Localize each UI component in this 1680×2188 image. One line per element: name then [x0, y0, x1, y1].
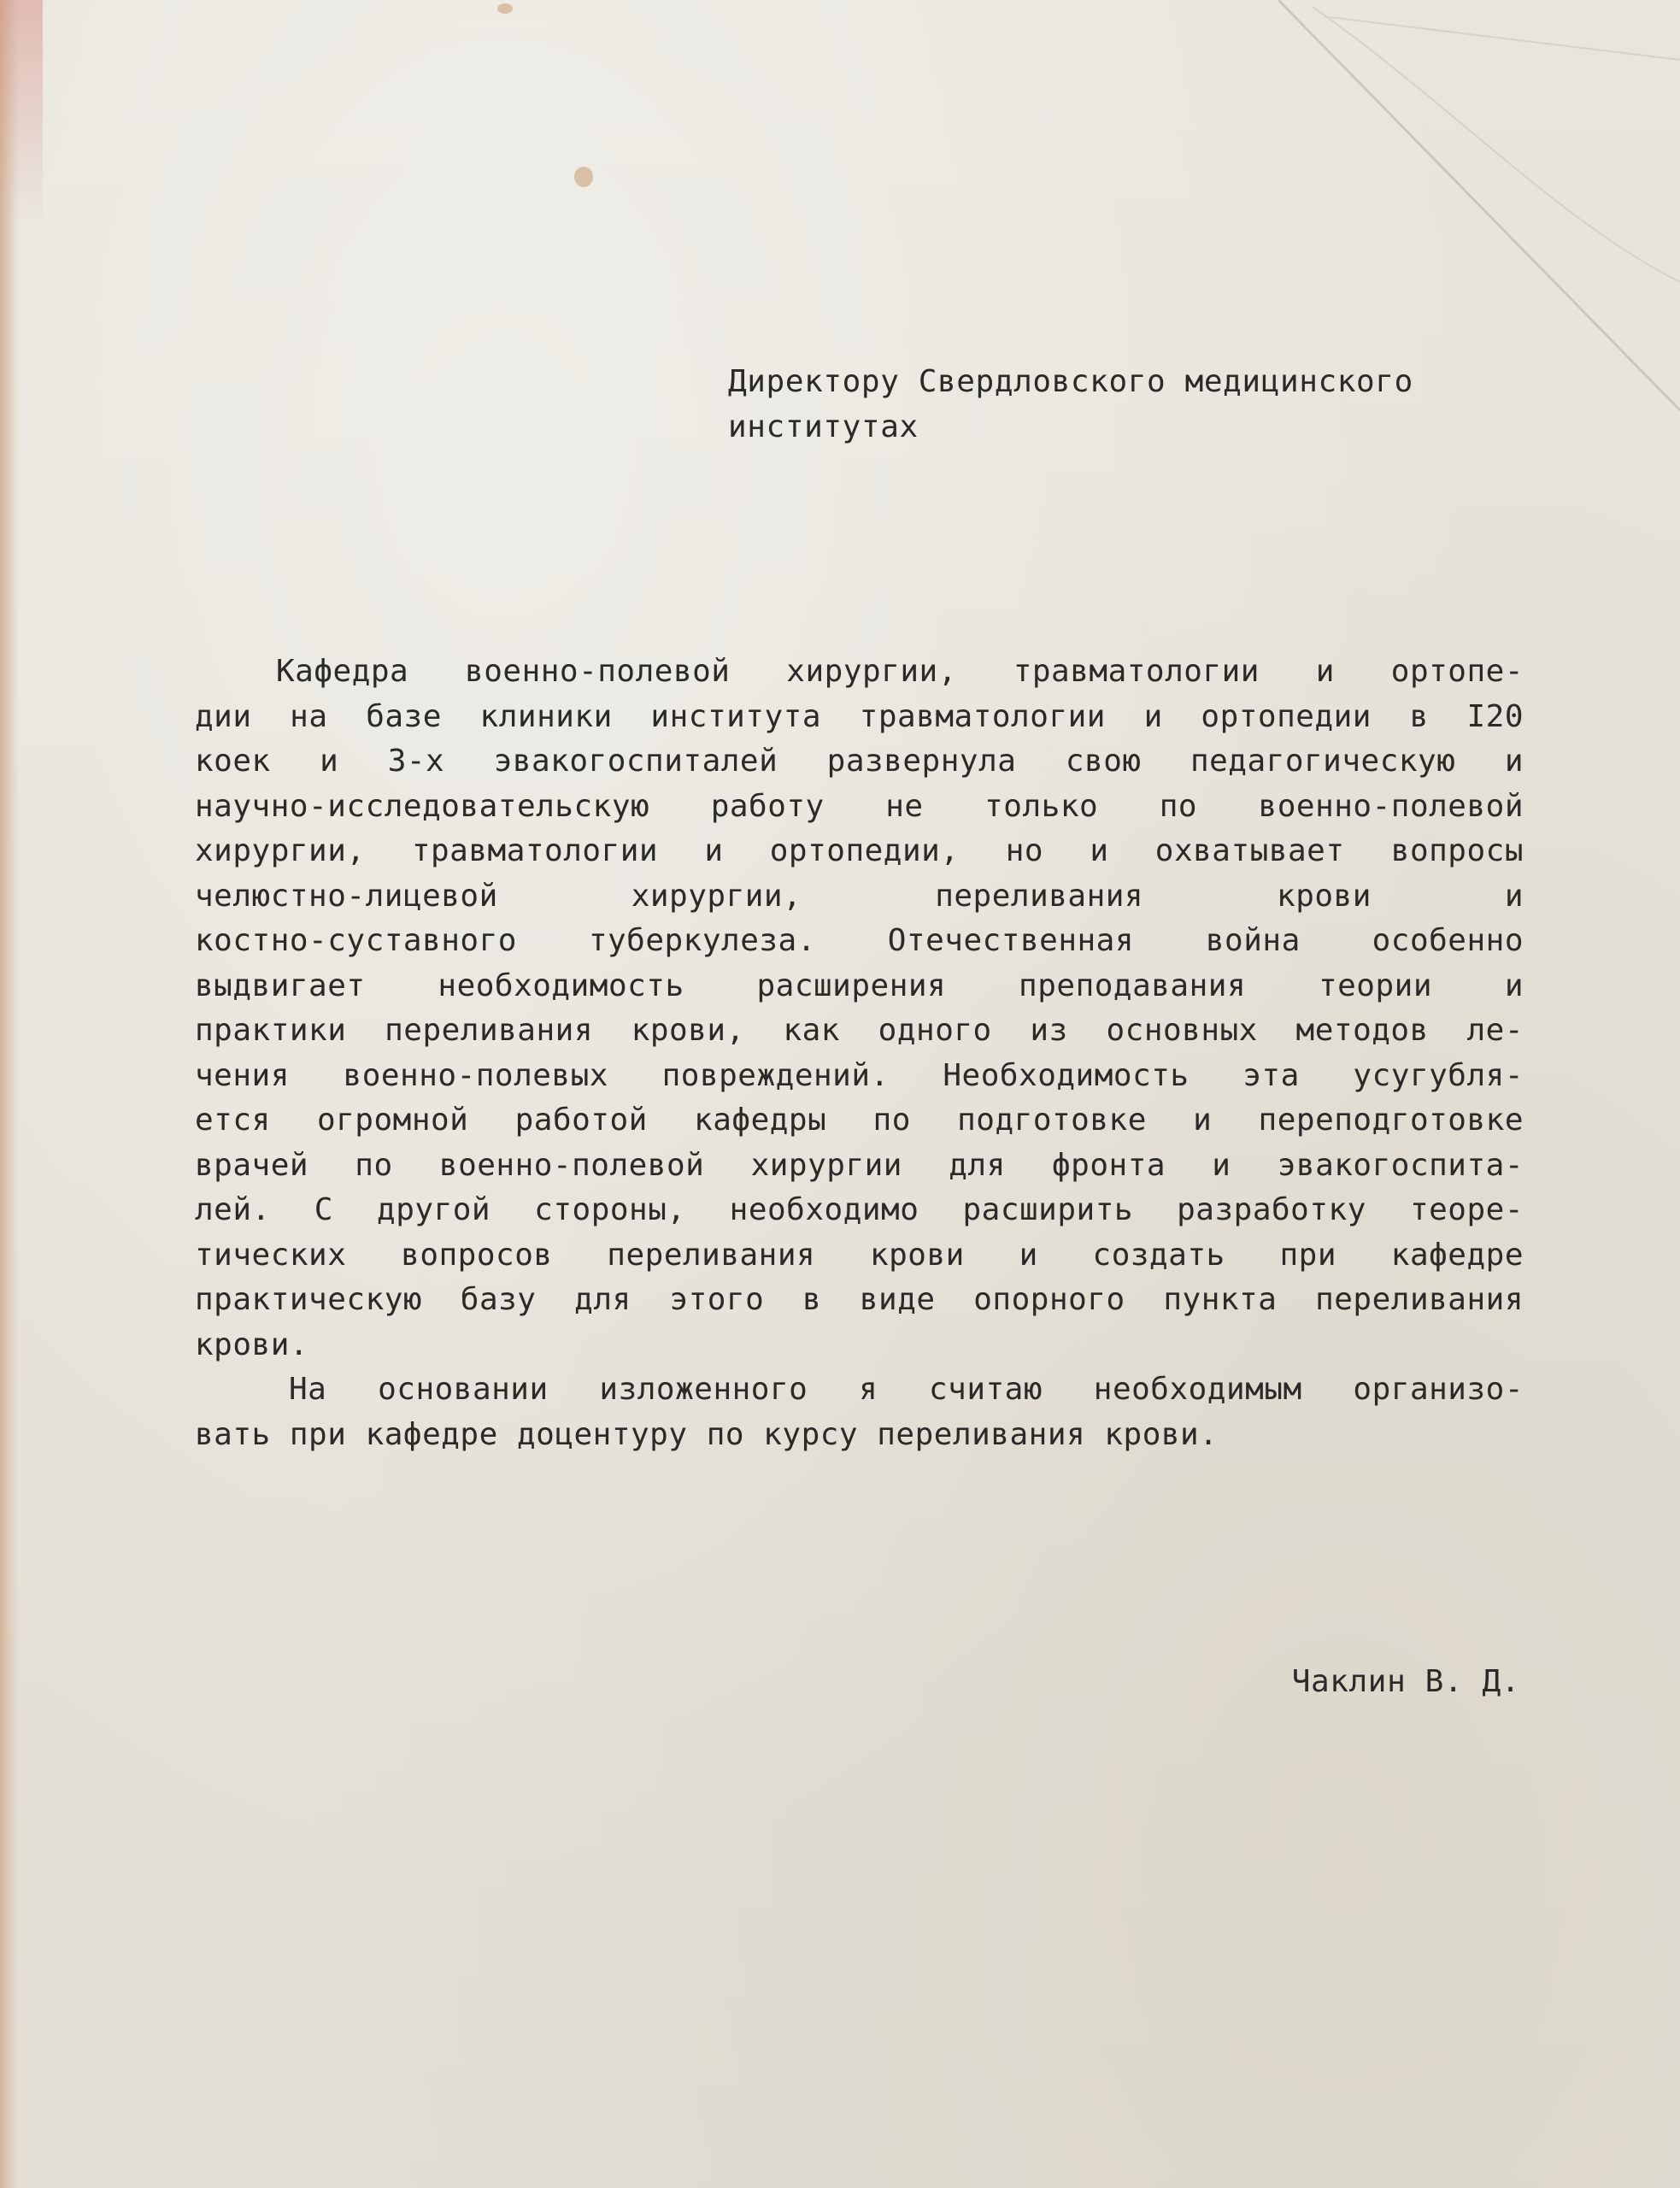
- body-line: лей. С другой стороны, необходимо расширить разработку теоре-: [195, 1192, 1524, 1227]
- body-line: практическую базу для этого в виде опорного пункта переливания: [195, 1282, 1524, 1317]
- body-line: Кафедра военно-полевой хирургии, травматологии и ортопе-: [276, 654, 1524, 689]
- body-line: костно-суставного туберкулеза. Отечественная война особенно: [195, 923, 1524, 958]
- paper-stain: [0, 0, 43, 231]
- body-line: ется огромной работой кафедры по подготовке и переподготовке: [195, 1103, 1524, 1138]
- body-line: научно-исследовательскую работу не только по военно-полевой: [195, 788, 1524, 824]
- body-line: чения военно-полевых повреждений. Необходимость эта усугубля-: [195, 1057, 1524, 1093]
- body-line: На основании изложенного я считаю необходимым организо-: [289, 1372, 1524, 1407]
- body-line: практики переливания крови, как одного из основных методов ле-: [195, 1013, 1524, 1048]
- body-line: выдвигает необходимость расширения преподавания теории и: [195, 968, 1524, 1003]
- signature-name: Чаклин В. Д.: [1291, 1664, 1520, 1699]
- body-line: врачей по военно-полевой хирургии для фронта и эвакогоспита-: [195, 1147, 1524, 1183]
- body-line: хирургии, травматологии и ортопедии, но и охватывает вопросы: [195, 833, 1524, 868]
- rust-spot: [574, 167, 593, 187]
- addressee-line: институтах: [728, 409, 919, 444]
- body-line: коек и 3-х эвакогоспиталей развернула свою педагогическую и: [195, 744, 1524, 779]
- body-line: крови.: [195, 1326, 309, 1362]
- body-line: тических вопросов переливания крови и создать при кафедре: [195, 1237, 1524, 1273]
- body-line: вать при кафедре доцентуру по курсу переливания крови.: [195, 1416, 1219, 1452]
- addressee-block: [728, 359, 1413, 450]
- paper-edge-discoloration: [0, 0, 19, 2188]
- letter-body: [195, 650, 1524, 1457]
- body-line: дии на базе клиники института травматологии и ортопедии в I20: [195, 698, 1524, 734]
- rust-spot: [497, 3, 513, 14]
- addressee-line: Директору Свердловского медицинского: [728, 364, 1413, 399]
- body-line: челюстно-лицевой хирургии, переливания крови и: [195, 878, 1524, 914]
